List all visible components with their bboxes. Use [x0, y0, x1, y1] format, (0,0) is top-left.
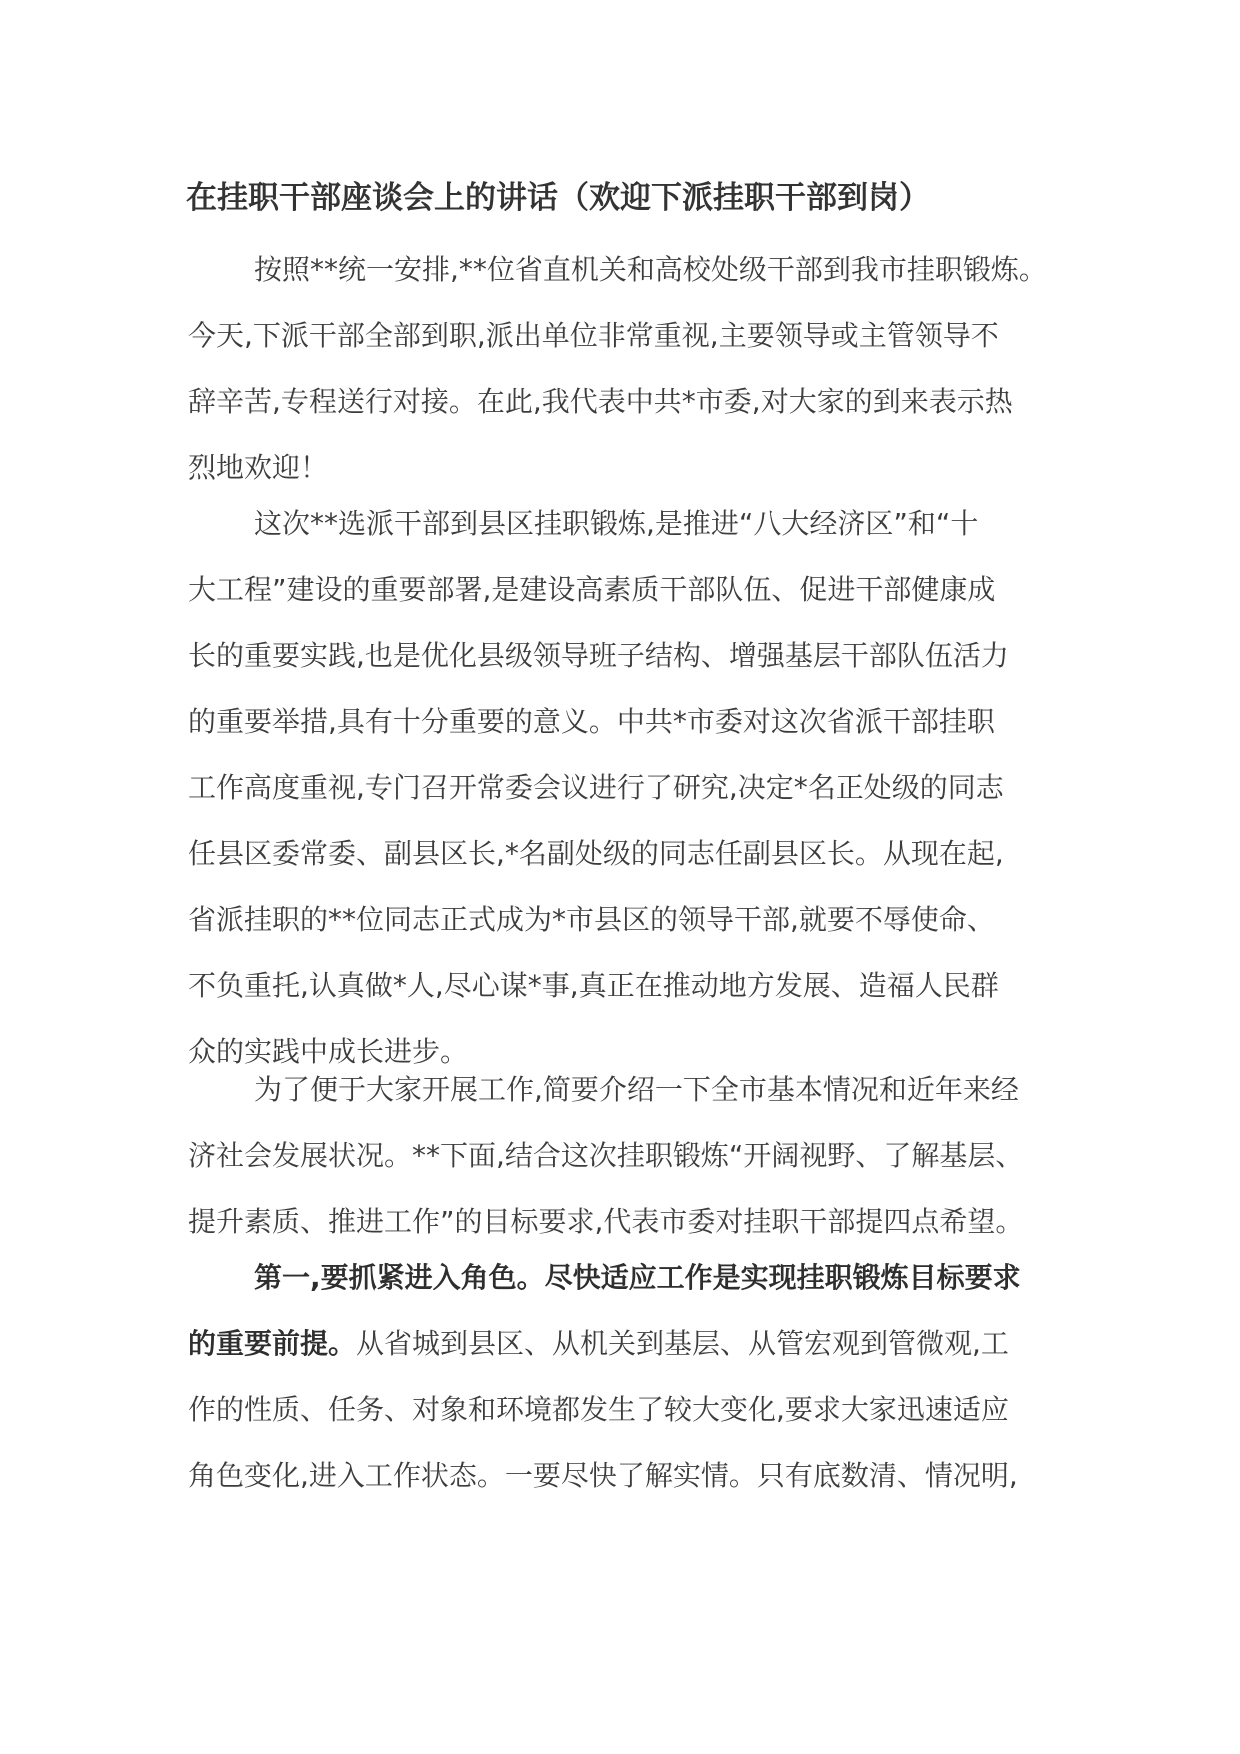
paragraph-text: 从省城到县区、从机关到基层、从管宏观到管微观,工 [356, 1327, 1009, 1360]
paragraph-line: 今天,下派干部全部到职,派出单位非常重视,主要领导或主管领导不 [188, 319, 999, 352]
paragraph-line [188, 1311, 1068, 1377]
paragraph-line [188, 1245, 1068, 1311]
paragraph-line: 省派挂职的**位同志正式成为*市县区的领导干部,就要不辱使命、 [188, 903, 995, 936]
paragraph-line: 大工程”建设的重要部署,是建设高素质干部队伍、促进干部健康成 [188, 573, 996, 606]
paragraph-line: 提升素质、推进工作”的目标要求,代表市委对挂职干部提四点希望。 [188, 1205, 1024, 1238]
paragraph-line: 作的性质、任务、对象和环境都发生了较大变化,要求大家迅速适应 [188, 1393, 1009, 1426]
paragraph-1 [188, 237, 1068, 501]
paragraph-4 [188, 1245, 1068, 1509]
document-title: 在挂职干部座谈会上的讲话（欢迎下派挂职干部到岗） [186, 180, 930, 216]
bold-heading-text: 的重要前提。 [188, 1327, 357, 1360]
paragraph-line: 长的重要实践,也是优化县级领导班子结构、增强基层干部队伍活力 [188, 639, 1009, 672]
paragraph-line: 工作高度重视,专门召开常委会议进行了研究,决定*名正处级的同志 [188, 771, 1004, 804]
paragraph-line: 济社会发展状况。**下面,结合这次挂职锻炼“开阔视野、了解基层、 [188, 1139, 1024, 1172]
paragraph-line: 的重要举措,具有十分重要的意义。中共*市委对这次省派干部挂职 [188, 705, 995, 738]
paragraph-line: 众的实践中成长进步。 [188, 1035, 469, 1068]
paragraph-line: 烈地欢迎！ [188, 451, 329, 484]
bold-heading-text: 第一,要抓紧进入角色。尽快适应工作是实现挂职锻炼目标要求 [254, 1261, 1021, 1294]
paragraph-3 [188, 1057, 1068, 1255]
paragraph-line: 为了便于大家开展工作,简要介绍一下全市基本情况和近年来经 [254, 1073, 1019, 1106]
paragraph-line: 辞辛苦,专程送行对接。在此,我代表中共*市委,对大家的到来表示热 [188, 385, 1013, 418]
paragraph-line: 任县区委常委、副县区长,*名副处级的同志任副县区长。从现在起, [188, 837, 1004, 870]
paragraph-2 [188, 491, 1068, 1085]
paragraph-line: 按照**统一安排,**位省直机关和高校处级干部到我市挂职锻炼。 [254, 253, 1047, 286]
paragraph-line: 不负重托,认真做*人,尽心谋*事,真正在推动地方发展、造福人民群 [188, 969, 999, 1002]
paragraph-line: 角色变化,进入工作状态。一要尽快了解实情。只有底数清、情况明, [188, 1459, 1018, 1492]
paragraph-line: 这次**选派干部到县区挂职锻炼,是推进“八大经济区”和“十 [254, 507, 979, 540]
